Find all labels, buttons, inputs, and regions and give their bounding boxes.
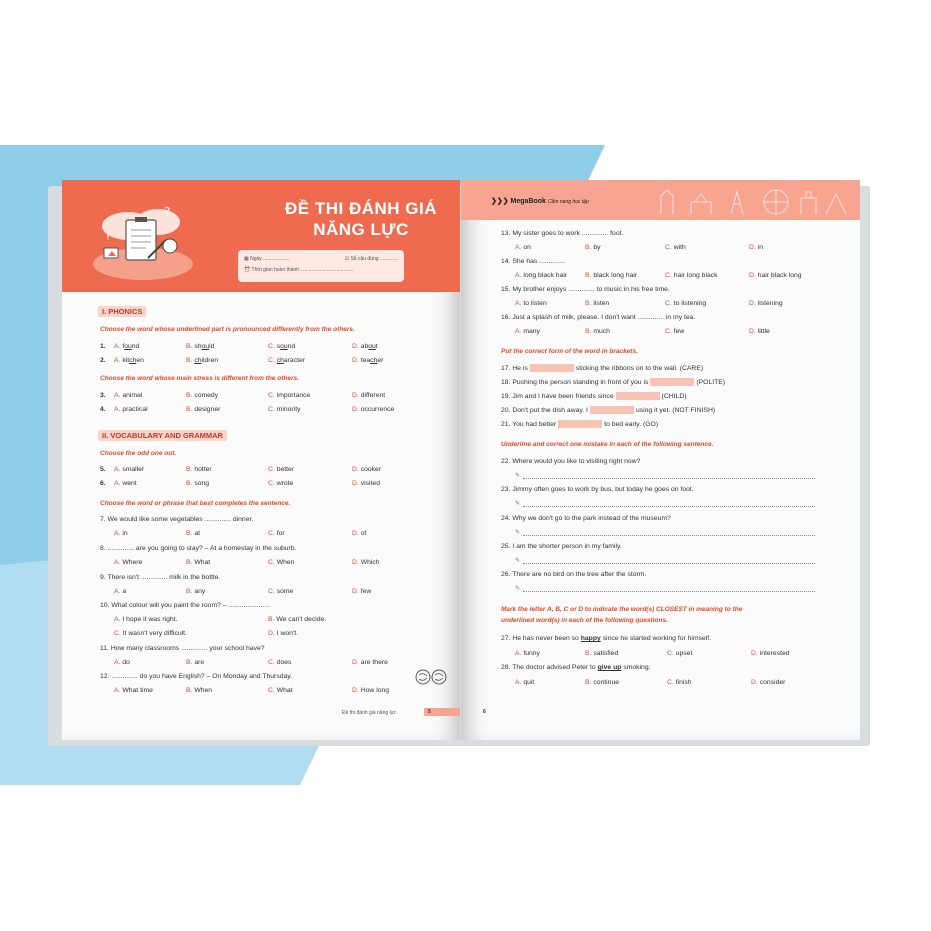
question-text: 20. Don't put the dish away. I using it yet. (NOT FINISH) — [501, 406, 716, 414]
page-number: 5 — [428, 709, 431, 715]
option-c[interactable]: C. better — [268, 466, 295, 473]
answer-line[interactable] — [523, 591, 815, 592]
option-b[interactable]: B. When — [186, 687, 213, 694]
answer-blank[interactable] — [530, 364, 574, 372]
question-number: 3. — [100, 392, 106, 399]
option-a[interactable]: A. kitchen — [114, 357, 144, 364]
brand-logo: ❯❯❯ MegaBook Cẩm nang học tập — [491, 198, 589, 205]
landmarks-decoration-icon — [651, 184, 851, 218]
option-c[interactable]: C. with — [665, 244, 686, 251]
question-text: 22. Where would you like to visiting right now? — [501, 458, 641, 465]
question-text: 23. Jimmy often goes to work by bus, but today he goes on foot. — [501, 486, 694, 493]
question-text: 15. My brother enjoys .............. to music in his free time. — [501, 286, 670, 293]
left-page — [62, 180, 460, 740]
option-b[interactable]: B. What — [186, 559, 211, 566]
option-d[interactable]: D. occurrence — [352, 406, 395, 413]
option-a[interactable]: A. found — [114, 343, 140, 350]
option-a[interactable]: A. funny — [515, 650, 540, 657]
option-b[interactable]: B. continue — [585, 679, 620, 686]
question-text: 28. The doctor advised Peter to give up smoking. — [501, 664, 651, 671]
option-d[interactable]: D. little — [749, 328, 770, 335]
option-c[interactable]: C. some — [268, 588, 294, 595]
question-text: 14. She has .............. — [501, 258, 566, 265]
option-a[interactable]: A. a — [114, 588, 127, 595]
option-b[interactable]: B. hotter — [186, 466, 212, 473]
option-c[interactable]: C. few — [665, 328, 685, 335]
svg-text:?: ? — [164, 205, 171, 219]
option-d[interactable]: D. interested — [751, 650, 790, 657]
option-c[interactable]: C. to listening — [665, 300, 707, 307]
question-text: 25. I am the shorter person in my family. — [501, 543, 622, 550]
pencil-icon: ✎ — [515, 558, 521, 564]
instruction: Choose the word or phrase that best completes the sentence. — [100, 500, 291, 507]
option-c[interactable]: C. upset — [667, 650, 693, 657]
option-c[interactable]: C. What — [268, 687, 293, 694]
option-c[interactable]: C. hair long black — [665, 272, 718, 279]
option-a[interactable]: A. do — [114, 659, 130, 666]
instruction: Choose the odd one out. — [100, 450, 177, 457]
option-b[interactable]: B. by — [585, 244, 601, 251]
question-number: 6. — [100, 480, 106, 487]
option-b[interactable]: B. any — [186, 588, 206, 595]
question-text: 16. Just a splash of milk, please. I don't want .............. in my tea. — [501, 314, 696, 321]
time-field[interactable]: ⏰ Thời gian hoàn thành ...................................... — [244, 267, 354, 273]
answer-blank[interactable] — [650, 378, 694, 386]
option-c[interactable]: C. It wasn't very difficult. — [114, 630, 187, 637]
option-d[interactable]: D. consider — [751, 679, 786, 686]
option-b[interactable]: B. listen — [585, 300, 610, 307]
instruction: Put the correct form of the word in brackets. — [501, 348, 638, 355]
page-title: ĐỀ THI ĐÁNH GIÁ NĂNG LỰC — [285, 199, 437, 239]
clipboard-illustration-icon — [88, 194, 198, 286]
option-b[interactable]: B. should — [186, 343, 215, 350]
instruction: underlined word(s) in each of the following questions. — [501, 617, 668, 624]
option-d[interactable]: D. teacher — [352, 357, 384, 364]
option-d[interactable]: D. few — [352, 588, 372, 595]
question-text: 21. You had better to bed early. (GO) — [501, 420, 659, 428]
option-d[interactable]: D. different — [352, 392, 386, 399]
section-title-phonics: I. PHONICS — [98, 306, 146, 317]
option-c[interactable]: C. does — [268, 659, 292, 666]
option-a[interactable]: A. quit — [515, 679, 535, 686]
checkbox-icon: ☑ — [344, 256, 351, 262]
answer-blank[interactable] — [616, 392, 660, 400]
option-b[interactable]: B. comedy — [186, 392, 219, 399]
option-d[interactable]: D. are there — [352, 659, 388, 666]
right-page — [461, 180, 860, 740]
option-b[interactable]: B. song — [186, 480, 210, 487]
option-a[interactable]: A. long black hair — [515, 272, 568, 279]
option-d[interactable]: D. of — [352, 530, 367, 537]
question-text: 17. He is sticking the ribbons on to the wall. (CARE) — [501, 364, 704, 372]
option-a[interactable]: A. practical — [114, 406, 148, 413]
option-d[interactable]: D. listening — [749, 300, 783, 307]
question-text: 19. Jim and I have been friends since (CHILD) — [501, 392, 687, 400]
correct-count-field[interactable]: ☑ Số câu đúng ............. — [344, 256, 398, 262]
answer-line[interactable] — [523, 506, 815, 507]
instruction: Underline and correct one mistake in each of the following sentence. — [501, 441, 714, 448]
question-number: 5. — [100, 466, 106, 473]
instruction: Choose the word whose underlined part is pronounced differently from the others. — [100, 326, 355, 333]
question-text: 7. We would like some vegetables .............. dinner. — [100, 516, 254, 523]
pencil-icon: ✎ — [515, 530, 521, 536]
section-title-vocabulary: II. VOCABULARY AND GRAMMAR — [98, 430, 227, 441]
question-text: 10. What colour will you paint the room? – ...................... — [100, 602, 270, 609]
option-a[interactable]: A. animal — [114, 392, 143, 399]
option-c[interactable]: C. minority — [268, 406, 301, 413]
clock-icon: ⏰ — [244, 267, 252, 273]
option-d[interactable]: D. cooker — [352, 466, 382, 473]
option-d[interactable]: D. How long — [352, 687, 390, 694]
option-d[interactable]: D. about — [352, 343, 378, 350]
left-page-header — [62, 180, 460, 292]
option-a[interactable]: A. What time — [114, 687, 153, 694]
option-d[interactable]: D. I won't. — [268, 630, 299, 637]
question-text: 8. .............. are you going to stay? – At a homestay in the suburb. — [100, 545, 297, 552]
option-a[interactable]: A. in — [114, 530, 128, 537]
question-number: 4. — [100, 406, 106, 413]
question-text: 26. There are no bird on the tree after the storm. — [501, 571, 647, 578]
option-b[interactable]: B. satisfied — [585, 650, 619, 657]
answer-line[interactable] — [523, 535, 815, 536]
option-b[interactable]: B. designer — [186, 406, 221, 413]
instruction: Choose the word whose main stress is different from the others. — [100, 375, 299, 382]
option-a[interactable]: A. Where — [114, 559, 143, 566]
pencil-icon: ✎ — [515, 586, 521, 592]
question-text: 27. He has never been so happy since he started working for himself. — [501, 635, 712, 642]
option-d[interactable]: D. in — [749, 244, 763, 251]
svg-text:!: ! — [106, 232, 111, 243]
instruction: Mark the letter A, B, C or D to indicate the word(s) CLOSEST in meaning to the — [501, 606, 743, 613]
option-a[interactable]: A. went — [114, 480, 137, 487]
option-c[interactable]: C. When — [268, 559, 295, 566]
option-d[interactable]: D. visited — [352, 480, 380, 487]
question-text: 12. .............. do you have English? – On Monday and Thursday. — [100, 673, 293, 680]
option-a[interactable]: A. many — [515, 328, 540, 335]
date-field[interactable]: ▦ Ngày ................... — [244, 256, 290, 262]
option-d[interactable]: D. Which — [352, 559, 380, 566]
pencil-icon: ✎ — [515, 501, 521, 507]
question-text: 9. There isn't .............. milk in the bottle. — [100, 574, 221, 581]
question-text: 13. My sister goes to work .............. foot. — [501, 230, 624, 237]
option-c[interactable]: C. character — [268, 357, 306, 364]
answer-line[interactable] — [523, 563, 815, 564]
pencil-icon: ✎ — [515, 473, 521, 479]
question-text: 24. Why we don't go to the park instead of the museum? — [501, 515, 671, 522]
option-b[interactable]: B. are — [186, 659, 205, 666]
info-box — [238, 250, 404, 282]
question-number: 1. — [100, 343, 106, 350]
option-b[interactable]: B. much — [585, 328, 610, 335]
page-number: 6 — [483, 709, 486, 715]
option-b[interactable]: B. black long hair — [585, 272, 638, 279]
answer-blank[interactable] — [590, 406, 634, 414]
book-icon: ❯❯❯ — [491, 198, 511, 205]
question-text: 18. Pushing the person standing in front of you is (POLITE) — [501, 378, 726, 386]
option-b[interactable]: B. We can't decide. — [268, 616, 327, 623]
option-d[interactable]: D. hair black long — [749, 272, 802, 279]
option-a[interactable]: A. to listen — [515, 300, 547, 307]
option-c[interactable]: C. for — [268, 530, 285, 537]
option-c[interactable]: C. finish — [667, 679, 692, 686]
brain-doodle-icon — [414, 668, 448, 686]
option-a[interactable]: A. I hope it was right. — [114, 616, 178, 623]
answer-blank[interactable] — [558, 420, 602, 428]
question-number: 2. — [100, 357, 106, 364]
option-a[interactable]: A. on — [515, 244, 531, 251]
option-c[interactable]: C. importance — [268, 392, 311, 399]
option-c[interactable]: C. sound — [268, 343, 296, 350]
footer-text: Đề thi đánh giá năng lực — [342, 710, 397, 716]
option-b[interactable]: B. at — [186, 530, 200, 537]
question-text: 11. How many classrooms .............. your school have? — [100, 645, 265, 652]
option-c[interactable]: C. wrote — [268, 480, 294, 487]
calendar-icon: ▦ — [244, 256, 251, 262]
option-b[interactable]: B. children — [186, 357, 219, 364]
answer-line[interactable] — [523, 478, 815, 479]
option-a[interactable]: A. smaller — [114, 466, 145, 473]
